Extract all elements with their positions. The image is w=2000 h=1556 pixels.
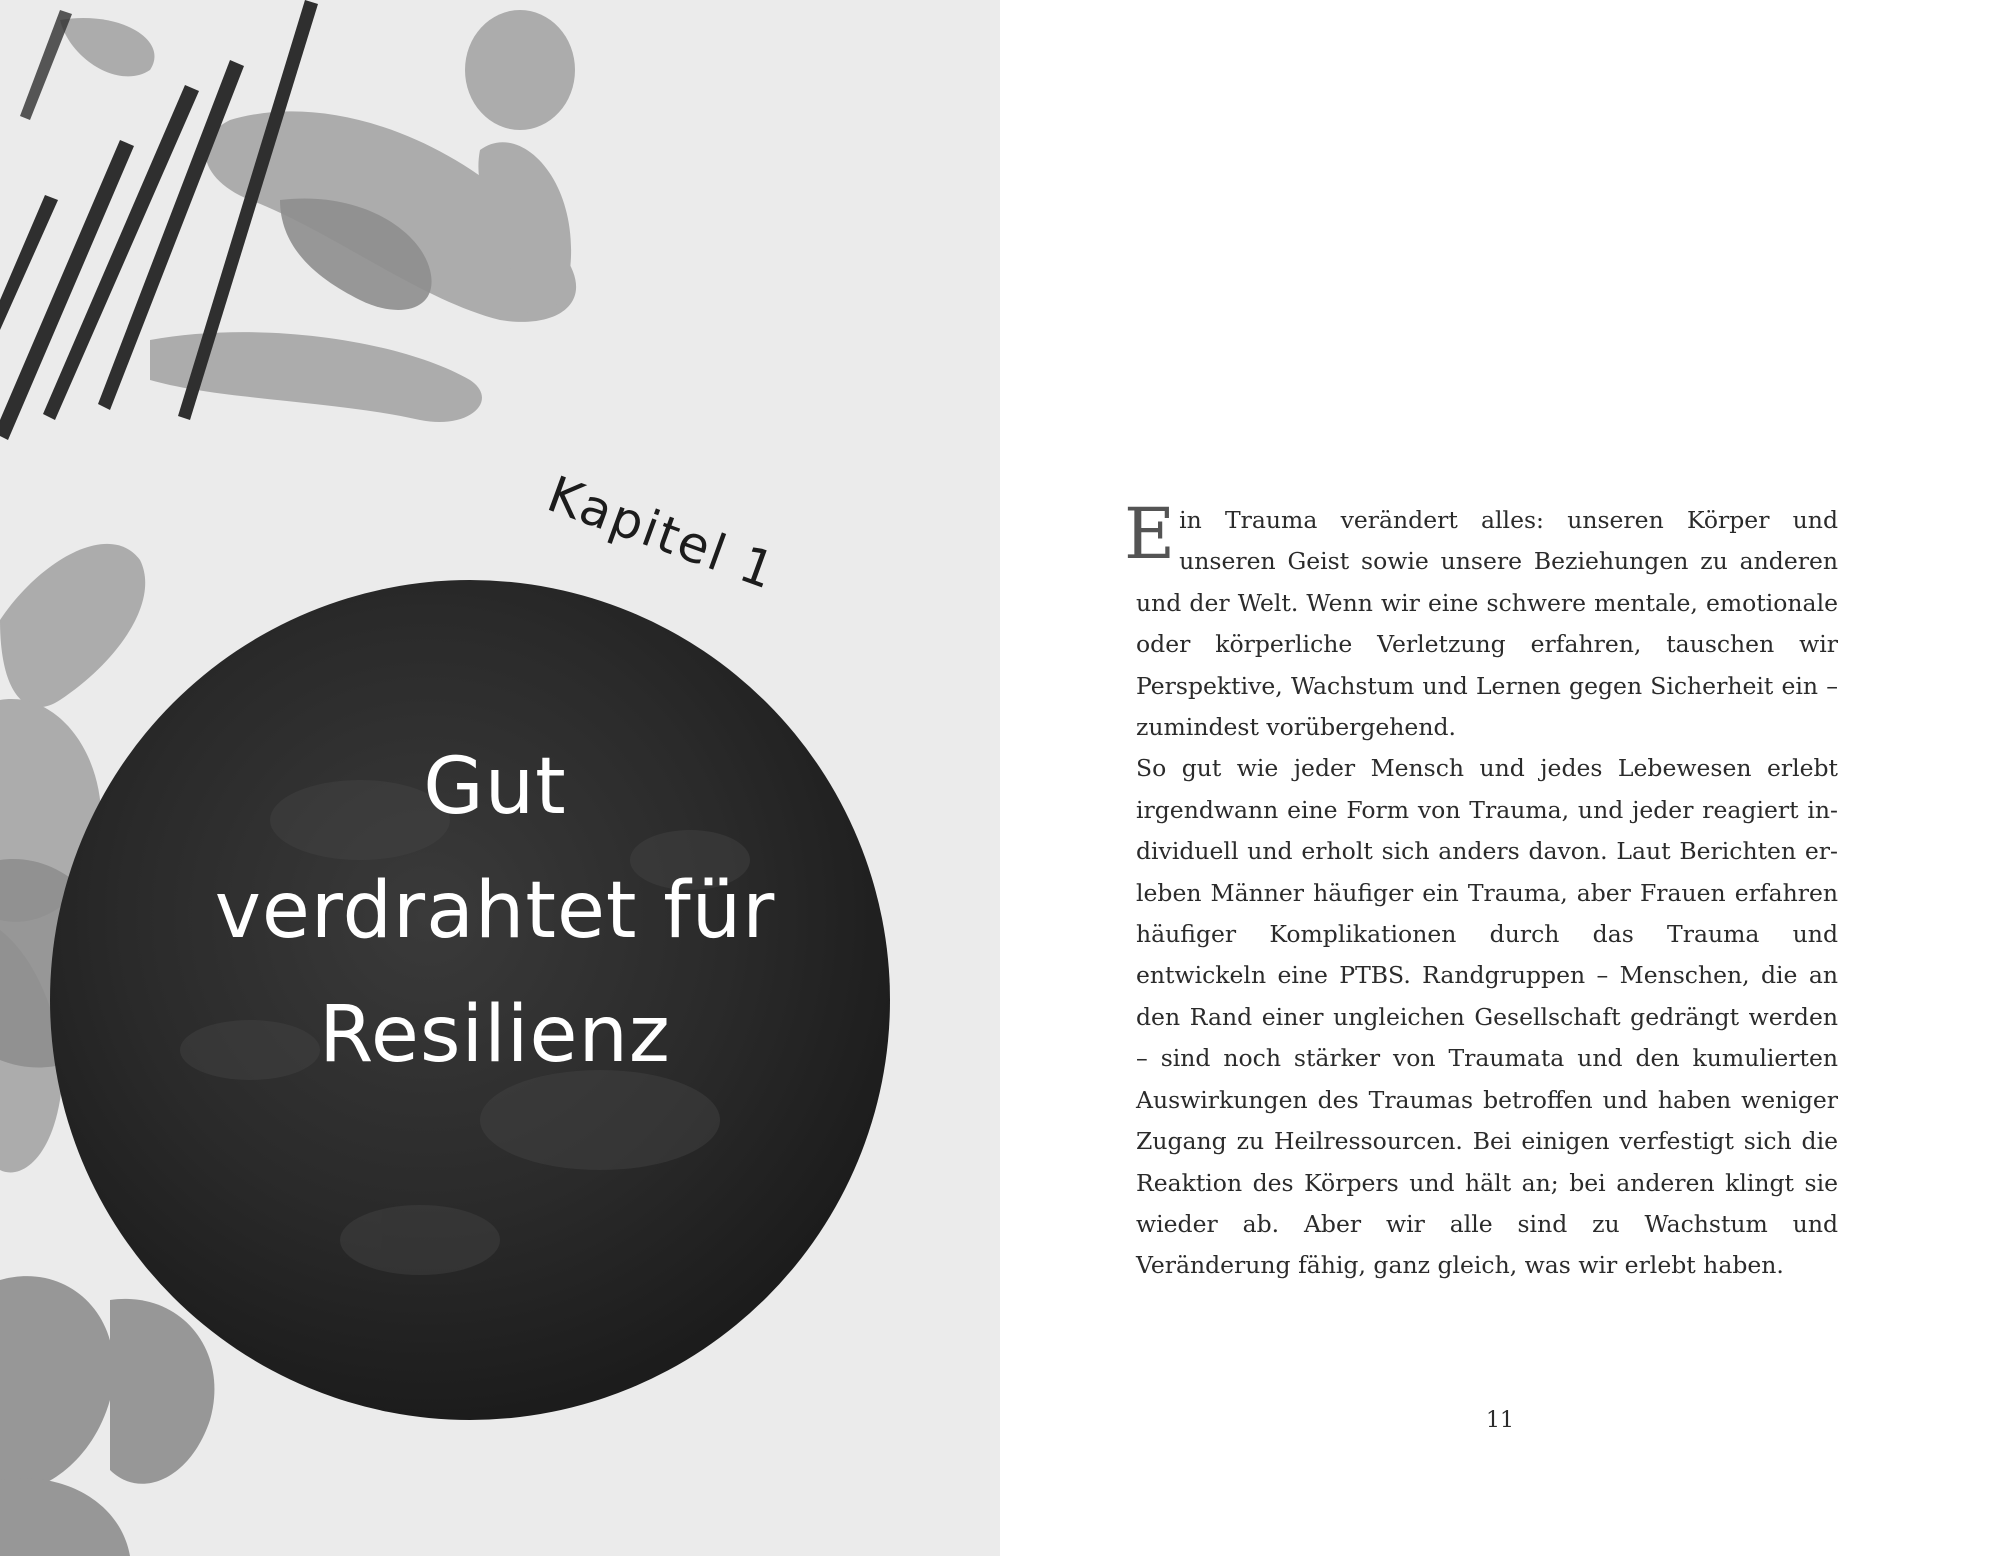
chapter-title-line-1: Gut [423, 742, 567, 832]
text-page [1000, 0, 2000, 1556]
chapter-title [95, 725, 895, 1097]
paragraph-1-text: in Trauma verändert alles: unseren Körper und unseren Geist sowie unsere Beziehungen zu anderen und der Welt. Wenn wir eine schwere mentale, emotionale oder körperliche Verletzung erfahren, tauschen wir Perspektive, Wachstum und Lernen gegen Sicherheit ein – zumindest vorübergehend. [1136, 506, 1838, 742]
chapter-title-line-2: verdrahtet für [214, 866, 776, 956]
chapter-title-line-3: Resilienz [319, 990, 671, 1080]
chapter-label: Kapitel 1 [540, 465, 784, 601]
paragraph-1 [1124, 493, 1838, 748]
drop-cap: E [1124, 493, 1176, 575]
paragraph-2: So gut wie jeder Mensch und jedes Lebewesen erlebt irgendwann eine Form von Trauma, und jeder reagiert individuell und erholt sich anders davon. Laut Berichten erleben Männer häufiger ein Trauma, aber Frauen erfahren häufiger Komplikationen durch das Trauma und entwickeln eine PTBS. Randgruppen – Menschen, die an den Rand einer ungleichen Gesellschaft gedrängt werden – sind noch stärker von Traumata und den kumulierten Auswirkungen des Traumas betroffen und haben weniger Zugang zu Heilressourcen. Bei einigen verfestigt sich die Reaktion des Körpers und hält an; bei anderen klingt sie wieder ab. Aber wir alle sind zu Wachstum und Veränderung fähig, ganz gleich, was wir erlebt haben. [1136, 754, 1838, 1280]
body-text [1124, 493, 1838, 1287]
page-number: 11 [1486, 1408, 1514, 1433]
